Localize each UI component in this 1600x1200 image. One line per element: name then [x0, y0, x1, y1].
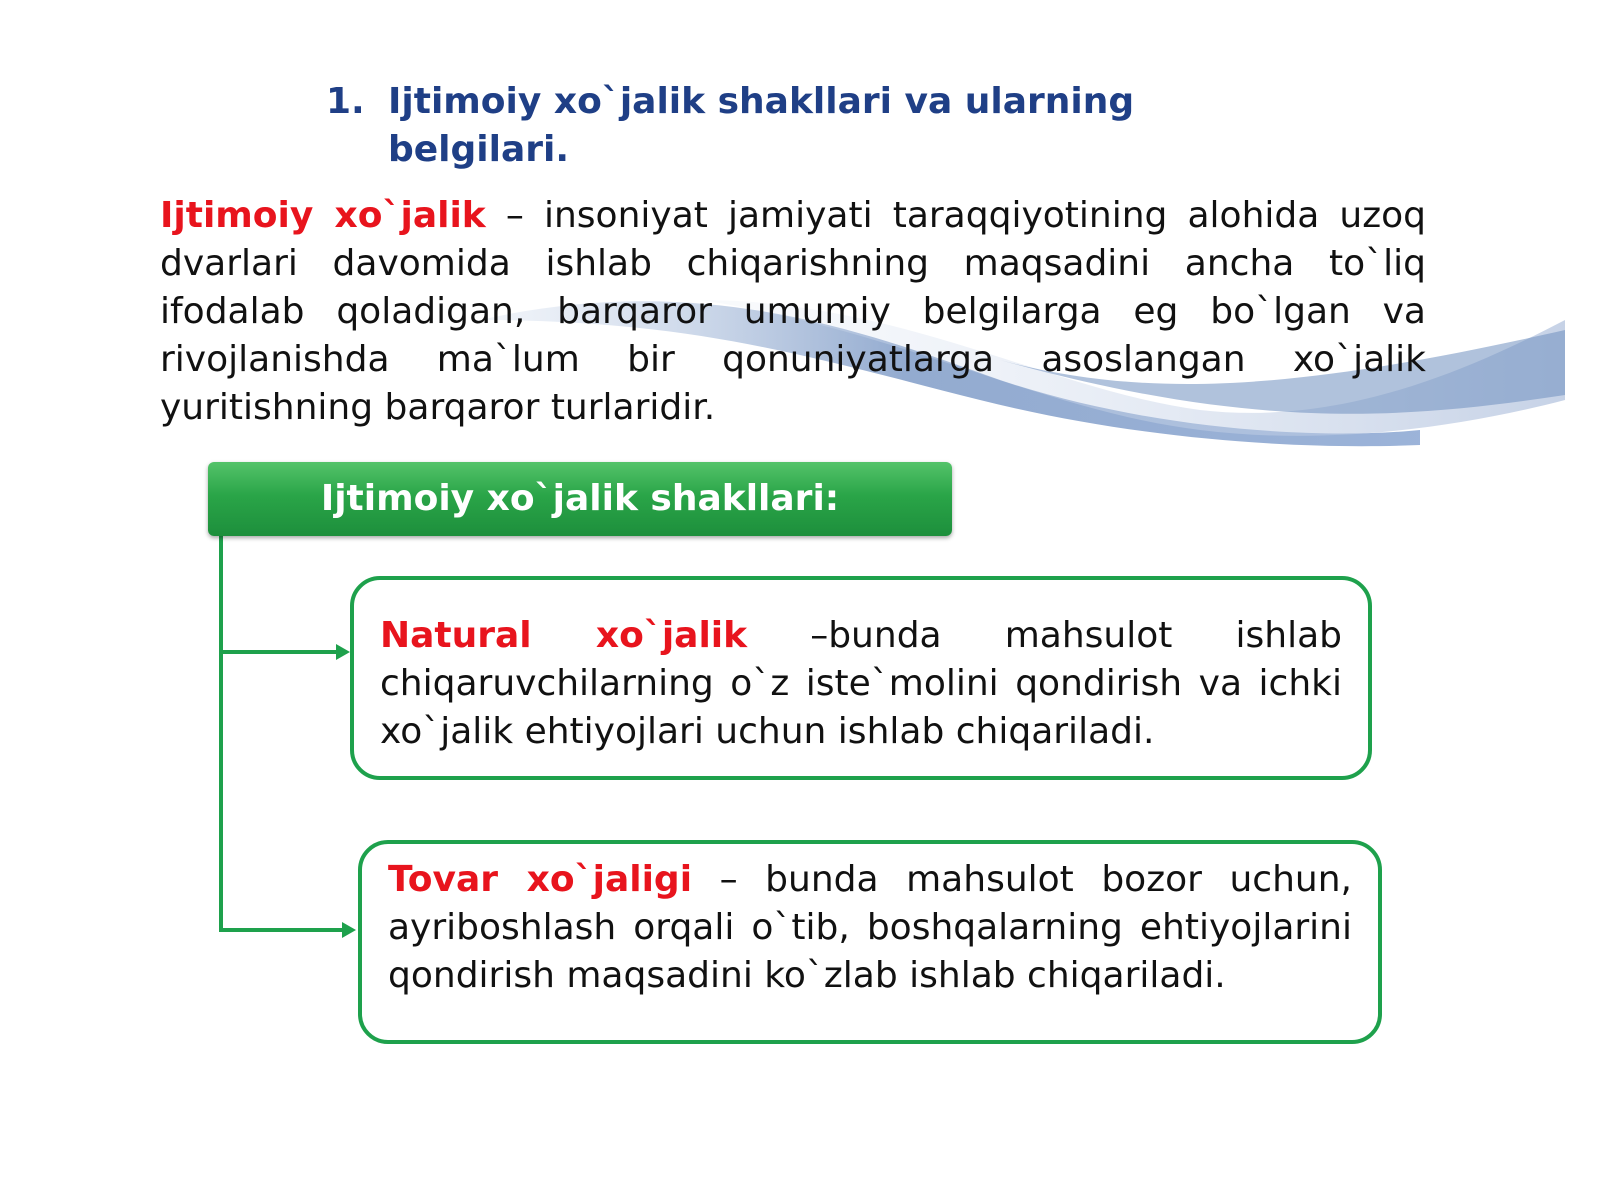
- forms-header-bar: Ijtimoiy xo`jalik shakllari:: [208, 462, 952, 536]
- commodity-economy-definition: – bunda mahsulot bozor uchun, ayriboshlash orqali o`tib, boshqalarning ehtiyojlarini qondirish maqsadini ko`zlab ishlab chiqariladi.: [388, 859, 1352, 996]
- arrow-head-1-icon: [336, 644, 350, 660]
- natural-economy-box: [350, 576, 1372, 780]
- intro-definition: [160, 192, 1426, 432]
- slide-title: [326, 78, 1226, 174]
- intro-definition-text: – insoniyat jamiyati taraqqiyotining alohida uzoq dvarlari davomida ishlab chiqarishning maqsadini ancha to`liq ifodalab qoladigan, barqaror umumiy belgilarga eg bo`lgan va rivojlanishda ma`lum bir qonuniyatlarga asoslangan xo`jalik yuritishning barqaror turlaridir.: [160, 195, 1426, 428]
- intro-term: Ijtimoiy xo`jalik: [160, 195, 486, 236]
- commodity-economy-box: [358, 840, 1382, 1044]
- natural-economy-definition: –bunda mahsulot ishlab chiqaruvchilarning o`z iste`molini qondirish va ichki xo`jalik ehtiyojlari uchun ishlab chiqariladi.: [380, 615, 1343, 752]
- arrow-head-2-icon: [342, 922, 356, 938]
- title-text: Ijtimoiy xo`jalik shakllari va ularning belgilari.: [388, 81, 1135, 170]
- commodity-economy-term: Tovar xo`jaligi: [388, 859, 693, 900]
- title-number: 1.: [326, 81, 365, 122]
- natural-economy-term: Natural xo`jalik: [380, 615, 748, 656]
